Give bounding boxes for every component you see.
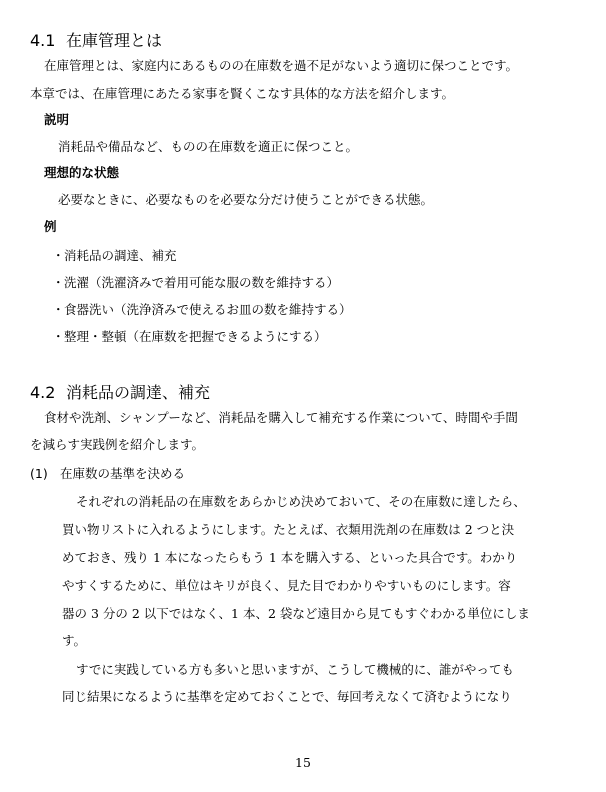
bullet-mark: ・ — [52, 329, 65, 344]
paragraph-line: 同じ結果になるように基準を定めておくことで、毎回考えなくて済むようになり — [62, 689, 512, 704]
subsection-heading — [30, 466, 185, 482]
section-intro-line: 在庫管理とは、家庭内にあるものの在庫数を過不足がないよう適切に保つことです。 — [44, 58, 519, 73]
section-intro-line: 本章では、在庫管理にあたる家事を賢くこなす具体的な方法を紹介します。 — [30, 86, 455, 101]
paragraph-line: すでに実践している方も多いと思いますが、こうして機械的に、誰がやっても — [76, 662, 514, 677]
explanation-label: 説明 — [44, 112, 70, 127]
paragraph-line: 器の 3 分の 2 以下ではなく、1 本、2 袋など遠目から見てもすぐわかる単位にしま — [62, 606, 530, 621]
bullet-mark: ・ — [52, 275, 65, 290]
page-number: 15 — [295, 755, 311, 770]
paragraph-line: めておき、残り 1 本になったらもう 1 本を購入する、といった具合です。わかり — [62, 550, 518, 565]
paragraph-line: やすくするために、単位はキリが良く、見た目でわかりやすいものにします。容 — [62, 578, 511, 593]
list-item — [52, 275, 339, 291]
ideal-state-label: 理想的な状態 — [44, 165, 120, 180]
ideal-state-text: 必要なときに、必要なものを必要な分だけ使うことができる状態。 — [58, 192, 434, 207]
section-title: 消耗品の調達、補充 — [66, 383, 211, 402]
paragraph-line: それぞれの消耗品の在庫数をあらかじめ決めておいて、その在庫数に達したら、 — [76, 494, 526, 509]
list-item-text: 消耗品の調達、補充 — [64, 248, 177, 263]
bullet-mark: ・ — [52, 302, 65, 317]
section-title: 在庫管理とは — [66, 31, 163, 50]
paragraph-line: す。 — [62, 633, 87, 648]
list-item — [52, 302, 352, 318]
list-item-text: 洗濯（洗濯済みで着用可能な服の数を維持する） — [64, 275, 340, 290]
section-number: 4.1 — [30, 31, 56, 50]
section-intro-line: 食材や洗剤、シャンプーなど、消耗品を購入して補充する作業について、時間や手間 — [44, 410, 518, 425]
paragraph-line: 買い物リストに入れるようにします。たとえば、衣類用洗剤の在庫数は 2 つと決 — [62, 522, 515, 537]
section-heading-4-2 — [30, 383, 210, 403]
examples-label: 例 — [44, 219, 57, 234]
explanation-text: 消耗品や備品など、ものの在庫数を適正に保つこと。 — [58, 139, 359, 154]
bullet-mark: ・ — [52, 248, 65, 263]
list-item-text: 整理・整頓（在庫数を把握できるようにする） — [64, 329, 327, 344]
section-number: 4.2 — [30, 383, 56, 402]
list-item — [52, 248, 177, 264]
list-item — [52, 329, 327, 345]
subsection-title: 在庫数の基準を決める — [60, 466, 186, 481]
subsection-number: (1) — [30, 466, 48, 481]
section-heading-4-1 — [30, 31, 162, 51]
section-intro-line: を減らす実践例を紹介します。 — [30, 437, 205, 452]
list-item-text: 食器洗い（洗浄済みで使えるお皿の数を維持する） — [64, 302, 352, 317]
